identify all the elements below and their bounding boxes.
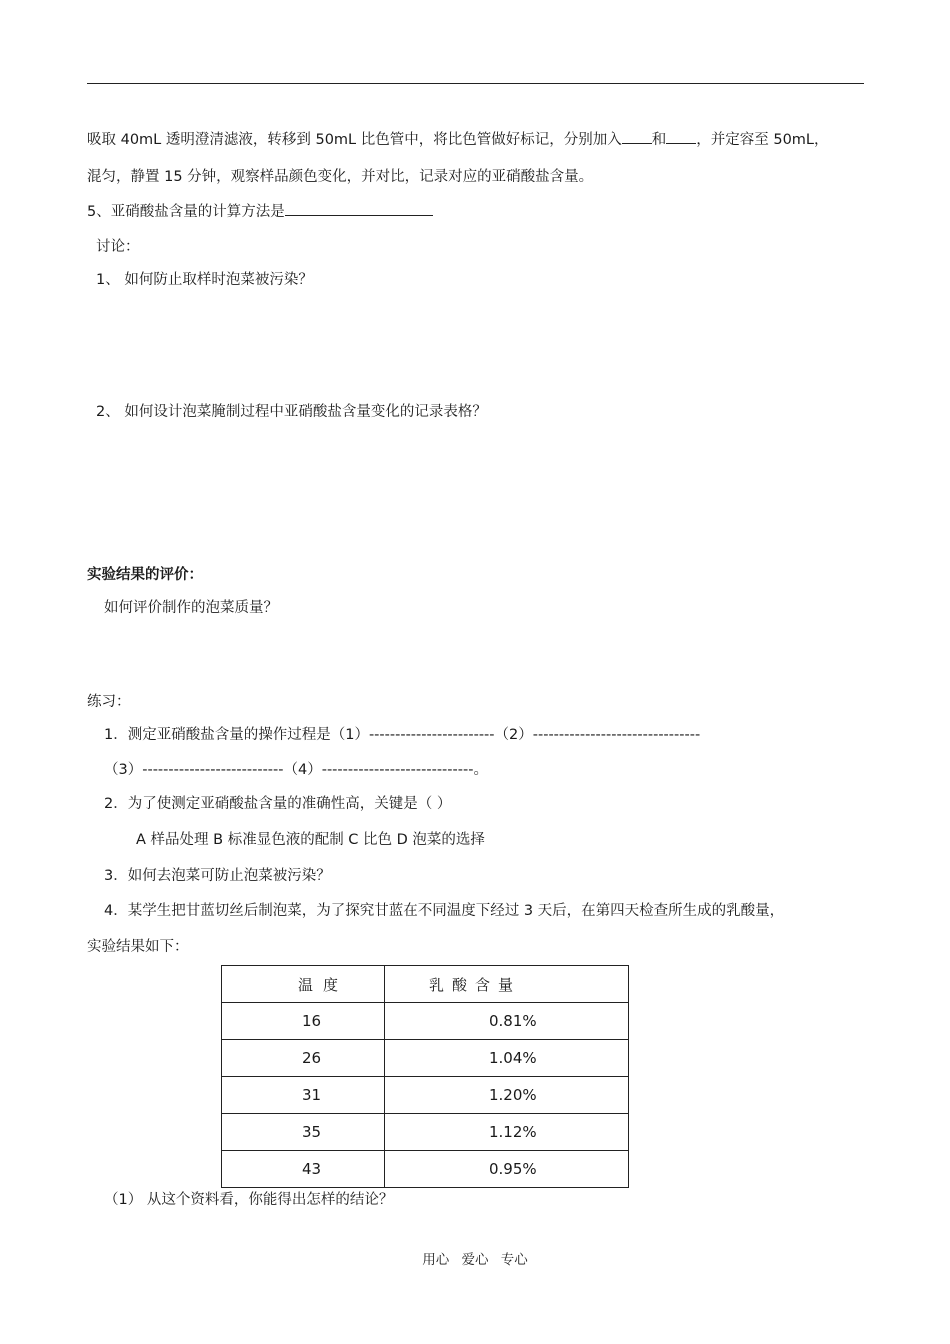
table-header-row <box>222 966 629 1003</box>
cell-lactic-acid: 1.20% <box>385 1077 629 1114</box>
exercise-1-line2: （3）---------------------------（4）-----------------------------。 <box>104 762 488 778</box>
exercise-2: 2．为了使测定亚硝酸盐含量的准确性高，关键是（ ） <box>104 796 452 812</box>
cell-temperature: 35 <box>222 1114 385 1151</box>
exercise-4-line1: 4．某学生把甘蓝切丝后制泡菜，为了探究甘蓝在不同温度下经过 3 天后，在第四天检查所生成的乳酸量， <box>104 903 785 919</box>
exercises-title: 练习： <box>87 694 131 710</box>
cell-lactic-acid: 0.95% <box>385 1151 629 1188</box>
discussion-question-1: 1、 如何防止取样时泡菜被污染？ <box>96 272 313 288</box>
exercise-3: 3．如何去泡菜可防止泡菜被污染？ <box>104 868 331 884</box>
cell-temperature: 16 <box>222 1003 385 1040</box>
table-row <box>222 1114 629 1151</box>
sub-question-1: （1） 从这个资料看，你能得出怎样的结论？ <box>104 1192 394 1208</box>
table-row <box>222 1040 629 1077</box>
cell-temperature: 43 <box>222 1151 385 1188</box>
fill-blank-1[interactable] <box>622 128 652 144</box>
step5-line <box>87 200 433 221</box>
step4-text-c: ，并定容至 50mL， <box>696 132 829 148</box>
step4-text-a: 吸取 40mL 透明澄清滤液，转移到 50mL 比色管中，将比色管做好标记，分别加入 <box>87 132 622 148</box>
page-footer: 用心 爱心 专心 <box>422 1252 528 1268</box>
table-row <box>222 1151 629 1188</box>
evaluation-question: 如何评价制作的泡菜质量？ <box>104 600 278 616</box>
step4-line2: 混匀，静置 15 分钟，观察样品颜色变化，并对比，记录对应的亚硝酸盐含量。 <box>87 169 594 185</box>
fill-blank-2[interactable] <box>666 128 696 144</box>
table-row <box>222 1077 629 1114</box>
cell-lactic-acid: 0.81% <box>385 1003 629 1040</box>
cell-temperature: 26 <box>222 1040 385 1077</box>
cell-lactic-acid: 1.12% <box>385 1114 629 1151</box>
discussion-title: 讨论： <box>96 239 140 255</box>
cell-lactic-acid: 1.04% <box>385 1040 629 1077</box>
table-row <box>222 1003 629 1040</box>
step4-text-b: 和 <box>651 132 667 148</box>
header-temperature: 温度 <box>222 966 385 1003</box>
exercise-4-line2: 实验结果如下： <box>87 939 189 955</box>
fill-blank-3[interactable] <box>285 200 433 216</box>
header-lactic-acid: 乳酸含量 <box>385 966 629 1003</box>
cell-temperature: 31 <box>222 1077 385 1114</box>
evaluation-title: 实验结果的评价： <box>87 567 203 583</box>
step5-text: 5、亚硝酸盐含量的计算方法是 <box>87 204 285 220</box>
step4-line1 <box>87 128 829 149</box>
exercise-1-line1: 1．测定亚硝酸盐含量的操作过程是（1）------------------------（2）-------------------------------- <box>104 727 701 743</box>
discussion-question-2: 2、 如何设计泡菜腌制过程中亚硝酸盐含量变化的记录表格？ <box>96 404 487 420</box>
results-table <box>221 965 629 1188</box>
exercise-2-options: A 样品处理 B 标准显色液的配制 C 比色 D 泡菜的选择 <box>136 832 485 848</box>
header-rule <box>87 83 864 84</box>
